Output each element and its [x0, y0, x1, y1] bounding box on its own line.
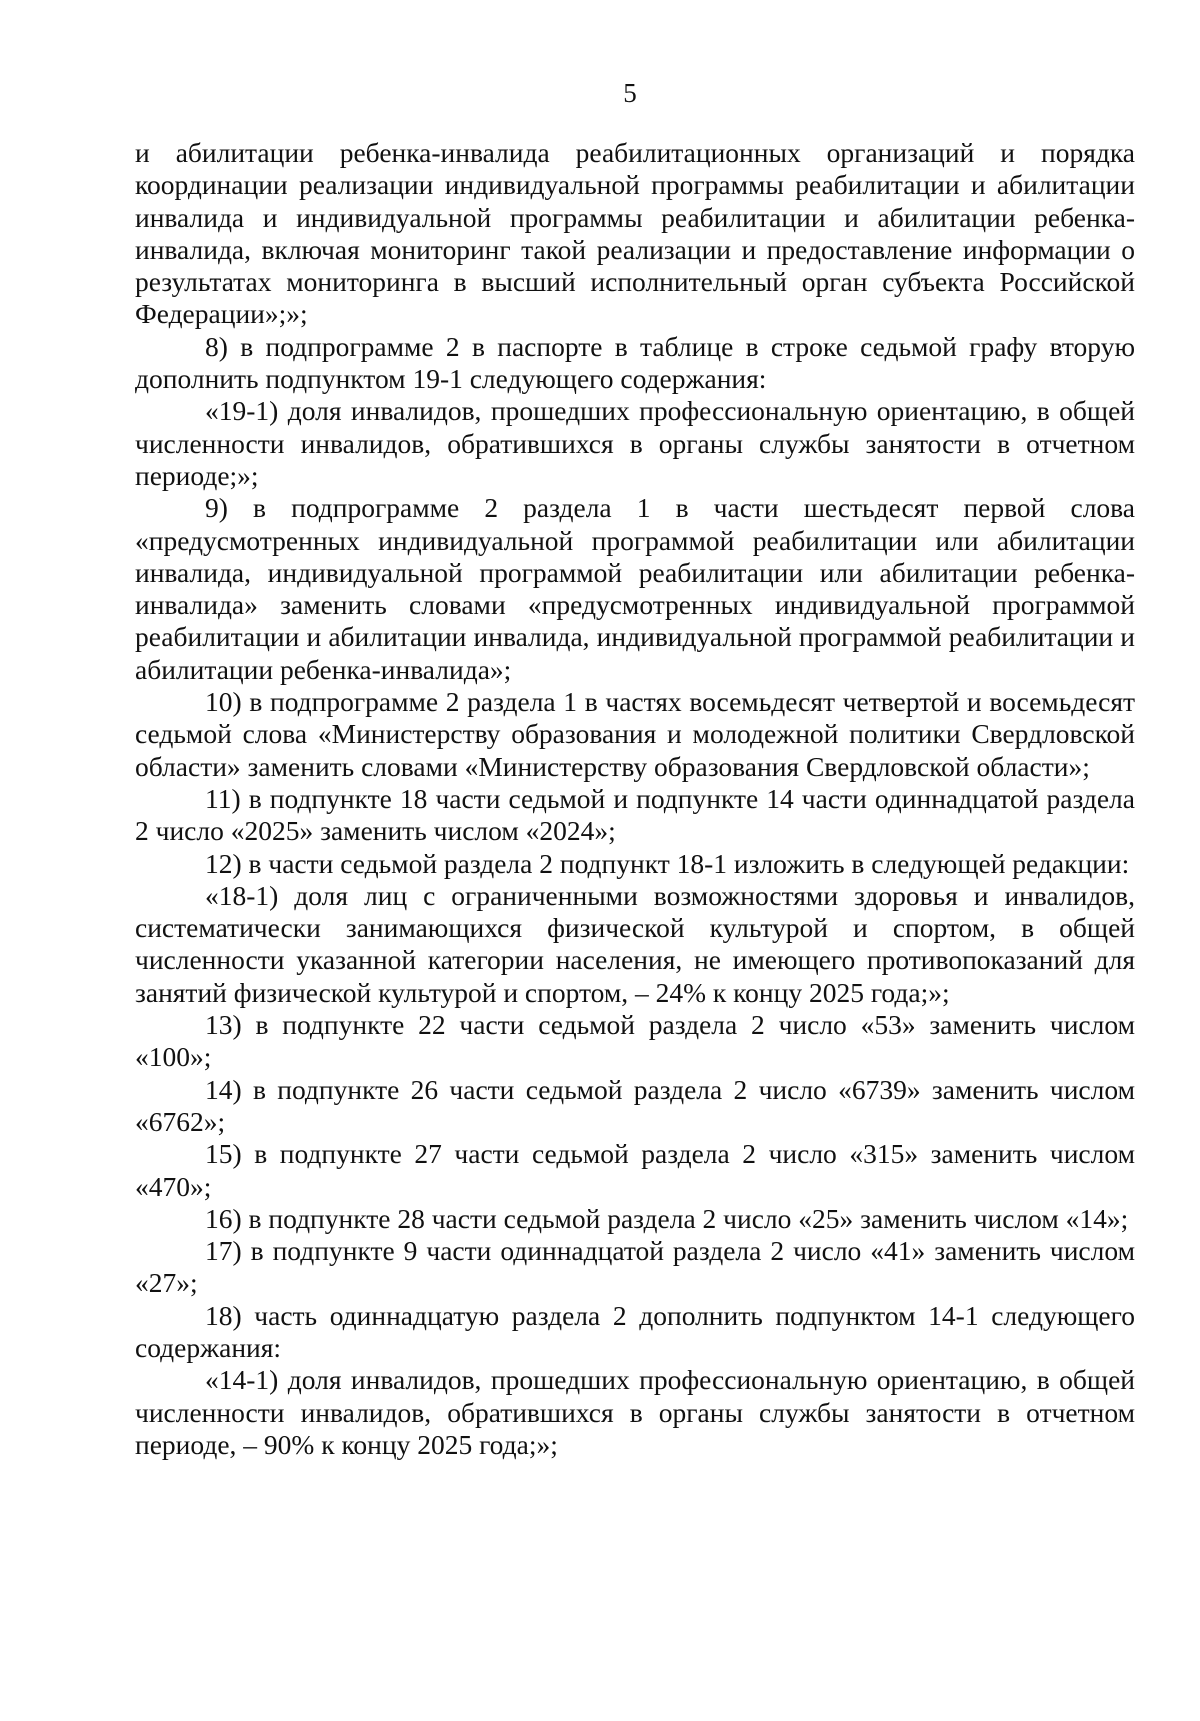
- paragraph-item-10: 10) в подпрограмме 2 раздела 1 в частях восемьдесят четвертой и восемьдесят седьмой слова «Министерству образования и молодежной политики Свердловской области» заменить словами «Министерству образования Свердловской области»;: [135, 686, 1135, 782]
- paragraph-item-9: 9) в подпрограмме 2 раздела 1 в части шестьдесят первой слова «предусмотренных индивидуальной программой реабилитации или абилитации инвалида, индивидуальной программой реабилитации или абилитации ребенка-инвалида» заменить словами «предусмотренных индивидуальной программой реабилитации и абилитации инвалида, индивидуальной программой реабилитации и абилитации ребенка-инвалида»;: [135, 492, 1135, 685]
- paragraph-quote-14-1: «14-1) доля инвалидов, прошедших профессиональную ориентацию, в общей численности инвалидов, обратившихся в органы службы занятости в отчетном периоде, – 90% к концу 2025 года;»;: [135, 1364, 1135, 1460]
- paragraph-item-15: 15) в подпункте 27 части седьмой раздела 2 число «315» заменить числом «470»;: [135, 1138, 1135, 1202]
- page-number: 5: [623, 78, 637, 108]
- paragraph-continuation: и абилитации ребенка-инвалида реабилитационных организаций и порядка координации реализации индивидуальной программы реабилитации и абилитации инвалида и индивидуальной программы реабилитации и абилитации ребенка-инвалида, включая мониторинг такой реализации и предоставление информации о результатах мониторинга в высший исполнительный орган субъекта Российской Федерации»;»;: [135, 137, 1135, 330]
- paragraph-item-14: 14) в подпункте 26 части седьмой раздела 2 число «6739» заменить числом «6762»;: [135, 1073, 1135, 1137]
- paragraph-quote-18-1: «18-1) доля лиц с ограниченными возможностями здоровья и инвалидов, систематически занимающихся физической культурой и спортом, в общей численности указанной категории населения, не имеющего противопоказаний для занятий физической культурой и спортом, – 24% к концу 2025 года;»;: [135, 879, 1135, 1008]
- paragraph-item-16: 16) в подпункте 28 части седьмой раздела 2 число «25» заменить числом «14»;: [205, 1202, 1129, 1234]
- paragraph-quote-19-1: «19-1) доля инвалидов, прошедших профессиональную ориентацию, в общей численности инвалидов, обратившихся в органы службы занятости в отчетном периоде;»;: [135, 395, 1135, 491]
- paragraph-item-13: 13) в подпункте 22 части седьмой раздела 2 число «53» заменить числом «100»;: [135, 1009, 1135, 1073]
- paragraph-item-11: 11) в подпункте 18 части седьмой и подпункте 14 части одиннадцатой раздела 2 число «2025» заменить числом «2024»;: [135, 782, 1135, 847]
- paragraph-item-18: 18) часть одиннадцатую раздела 2 дополнить подпунктом 14-1 следующего содержания:: [135, 1299, 1135, 1363]
- paragraph-item-8: 8) в подпрограмме 2 в паспорте в таблице в строке седьмой графу вторую дополнить подпунктом 19-1 следующего содержания:: [135, 330, 1135, 395]
- document-body: [135, 137, 1135, 1461]
- paragraph-item-17: 17) в подпункте 9 части одиннадцатой раздела 2 число «41» заменить числом «27»;: [135, 1235, 1135, 1299]
- paragraph-item-12: 12) в части седьмой раздела 2 подпункт 18-1 изложить в следующей редакции:: [205, 847, 1130, 879]
